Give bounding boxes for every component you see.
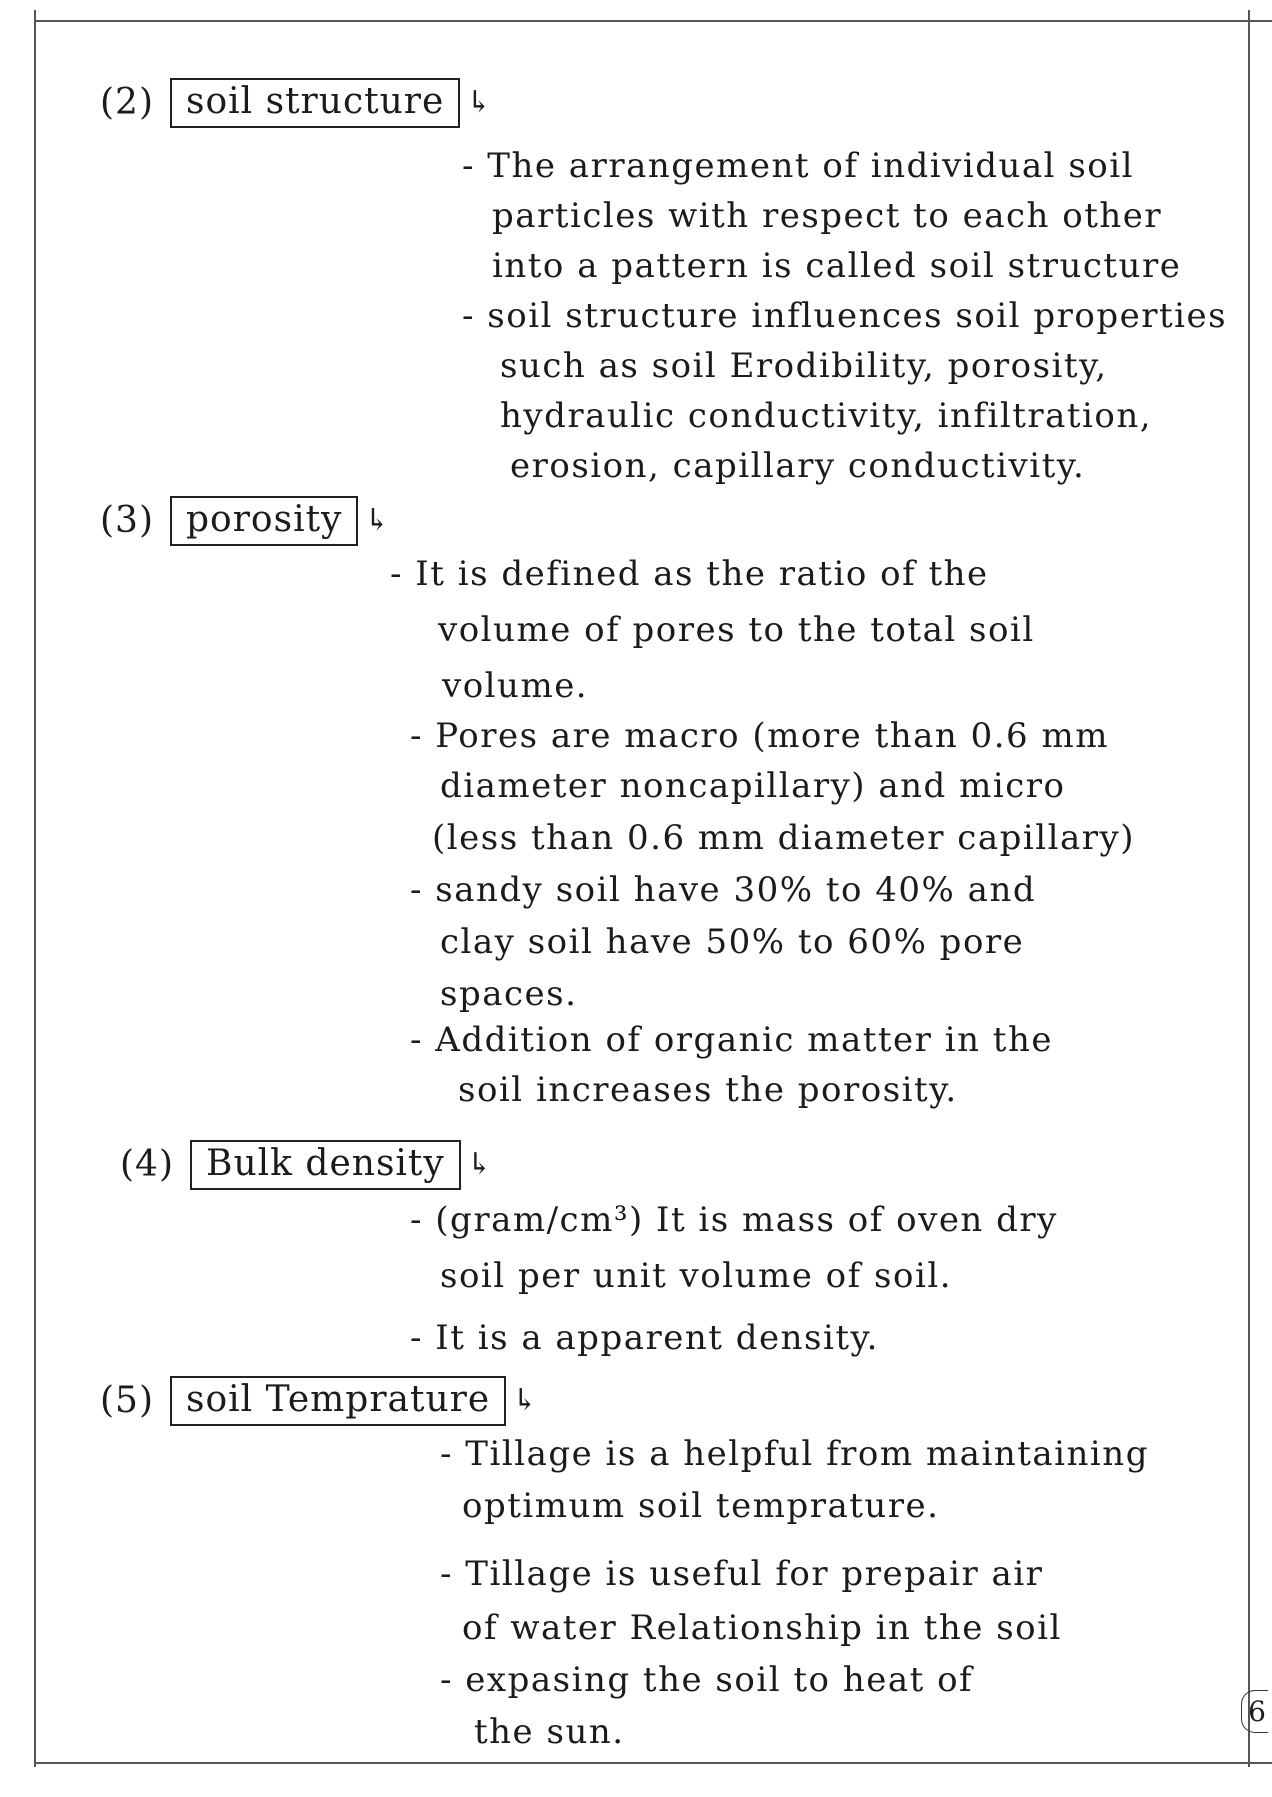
text-line: soil increases the porosity.	[458, 1070, 958, 1110]
text-line: the sun.	[474, 1712, 625, 1752]
section-heading-bulk-density	[120, 1140, 493, 1190]
right-margin-line	[1248, 10, 1250, 1767]
arrow-icon: ↳	[466, 1147, 493, 1183]
text-line: diameter noncapillary) and micro	[440, 766, 1066, 806]
text-line: - Addition of organic matter in the	[410, 1020, 1053, 1060]
bottom-margin-line	[34, 1762, 1272, 1764]
text-line: - Tillage is a helpful from maintaining	[440, 1434, 1149, 1474]
text-line: hydraulic conductivity, infiltration,	[500, 396, 1153, 436]
section-number: (2)	[100, 82, 154, 124]
section-heading-porosity	[100, 496, 391, 546]
section-heading-soil-structure	[100, 78, 492, 128]
text-line: of water Relationship in the soil	[462, 1608, 1062, 1648]
text-line: spaces.	[440, 974, 578, 1014]
arrow-icon: ↳	[512, 1383, 539, 1419]
text-line: - soil structure influences soil properties	[462, 296, 1228, 336]
text-line: clay soil have 50% to 60% pore	[440, 922, 1025, 962]
text-line: - The arrangement of individual soil	[462, 146, 1134, 186]
text-line: - expasing the soil to heat of	[440, 1660, 974, 1700]
text-line: particles with respect to each other	[492, 196, 1163, 236]
top-margin-line	[34, 20, 1272, 22]
section-title-box: Bulk density	[190, 1140, 461, 1190]
text-line: - Pores are macro (more than 0.6 mm	[410, 716, 1109, 756]
section-number: (5)	[100, 1380, 154, 1422]
text-line: volume of pores to the total soil	[438, 610, 1035, 650]
text-line: erosion, capillary conductivity.	[510, 446, 1086, 486]
section-title-box: soil Temprature	[170, 1376, 506, 1426]
arrow-icon: ↳	[364, 503, 391, 539]
section-number: (4)	[120, 1144, 174, 1186]
text-line: soil per unit volume of soil.	[440, 1256, 953, 1296]
text-line: into a pattern is called soil structure	[492, 246, 1182, 286]
text-line: - It is defined as the ratio of the	[390, 554, 989, 594]
page-number: 6	[1241, 1690, 1268, 1733]
section-number: (3)	[100, 500, 154, 542]
text-line: - (gram/cm³) It is mass of oven dry	[410, 1200, 1058, 1240]
text-line: optimum soil temprature.	[462, 1486, 940, 1526]
section-title-box: porosity	[170, 496, 358, 546]
section-title-box: soil structure	[170, 78, 460, 128]
text-line: volume.	[442, 666, 589, 706]
text-line: - Tillage is useful for prepair air	[440, 1554, 1044, 1594]
text-line: - sandy soil have 30% to 40% and	[410, 870, 1037, 910]
arrow-icon: ↳	[466, 85, 493, 121]
left-margin-line	[34, 10, 36, 1767]
text-line: (less than 0.6 mm diameter capillary)	[432, 818, 1135, 858]
text-line: - It is a apparent density.	[410, 1318, 879, 1358]
text-line: such as soil Erodibility, porosity,	[500, 346, 1108, 386]
section-heading-soil-temperature	[100, 1376, 538, 1426]
